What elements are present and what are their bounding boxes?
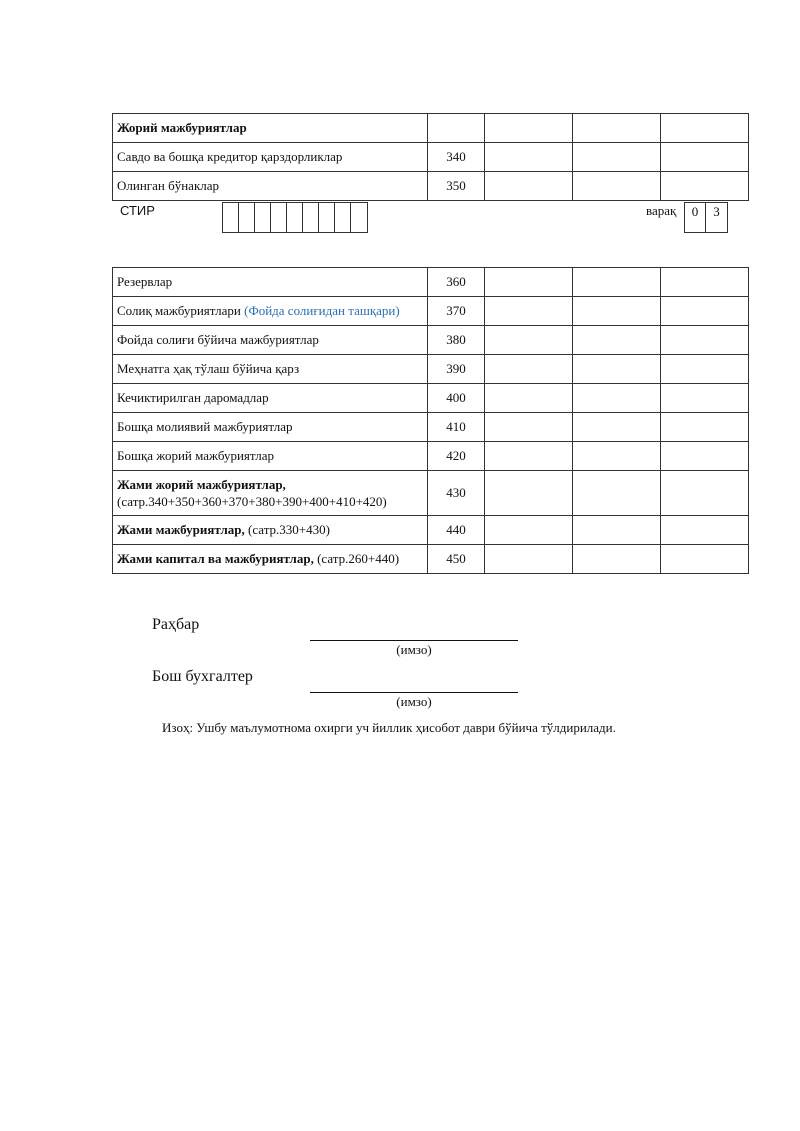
value-cell[interactable]: [661, 172, 749, 201]
row-code: 400: [428, 384, 485, 413]
table-row: [113, 268, 749, 297]
value-cell[interactable]: [485, 143, 573, 172]
stir-digit-box[interactable]: [255, 203, 271, 232]
table-row: [113, 355, 749, 384]
table-row: [113, 297, 749, 326]
row-code: 440: [428, 516, 485, 545]
row-label: Резервлар: [113, 268, 428, 297]
value-cell[interactable]: [573, 268, 661, 297]
accountant-signature-line[interactable]: [310, 692, 518, 693]
value-cell[interactable]: [485, 114, 573, 143]
value-cell[interactable]: [661, 326, 749, 355]
liabilities-table-top: [112, 113, 749, 201]
row-code: 360: [428, 268, 485, 297]
row-label: Меҳнатга ҳақ тўлаш бўйича қарз: [113, 355, 428, 384]
value-cell[interactable]: [573, 355, 661, 384]
table-row: [113, 442, 749, 471]
value-cell[interactable]: [573, 114, 661, 143]
row-label: Кечиктирилган даромадлар: [113, 384, 428, 413]
row-label: [113, 545, 428, 574]
row-label: [113, 516, 428, 545]
row-code: 340: [428, 143, 485, 172]
value-cell[interactable]: [485, 545, 573, 574]
row-code: 410: [428, 413, 485, 442]
sheet-digit: 0: [685, 203, 706, 232]
manager-signature-caption: (имзо): [396, 642, 432, 657]
value-cell[interactable]: [485, 516, 573, 545]
value-cell[interactable]: [661, 114, 749, 143]
footnote: Изоҳ: Ушбу маълумотнома охирги уч йиллик ҳисобот даври бўйича тўлдирилади.: [162, 720, 616, 735]
table-row: [113, 516, 749, 545]
stir-label: СТИР: [120, 203, 155, 218]
stir-digit-box[interactable]: [223, 203, 239, 232]
value-cell[interactable]: [573, 297, 661, 326]
value-cell[interactable]: [573, 516, 661, 545]
manager-title: Раҳбар: [152, 616, 200, 633]
row-label: Жорий мажбуриятлар: [113, 114, 428, 143]
value-cell[interactable]: [661, 268, 749, 297]
table-row: [113, 413, 749, 442]
value-cell[interactable]: [661, 442, 749, 471]
value-cell[interactable]: [661, 413, 749, 442]
stir-digit-box[interactable]: [319, 203, 335, 232]
row-label-bold: Жами жорий мажбуриятлар,: [117, 477, 286, 492]
stir-digit-box[interactable]: [351, 203, 367, 232]
value-cell[interactable]: [661, 297, 749, 326]
value-cell[interactable]: [661, 143, 749, 172]
value-cell[interactable]: [661, 355, 749, 384]
liabilities-table-main: [112, 267, 749, 574]
row-label: Фойда солиғи бўйича мажбуриятлар: [113, 326, 428, 355]
row-label: [113, 297, 428, 326]
row-label-note: (Фойда солиғидан ташқари): [244, 303, 400, 318]
row-label-formula: (сатр.260+440): [313, 551, 400, 566]
row-code: 420: [428, 442, 485, 471]
value-cell[interactable]: [573, 442, 661, 471]
value-cell[interactable]: [485, 384, 573, 413]
value-cell[interactable]: [485, 413, 573, 442]
row-label-bold: Жами мажбуриятлар,: [117, 522, 245, 537]
accountant-signature-caption: (имзо): [396, 694, 432, 709]
value-cell[interactable]: [573, 172, 661, 201]
value-cell[interactable]: [573, 413, 661, 442]
row-code: 450: [428, 545, 485, 574]
row-code: 370: [428, 297, 485, 326]
value-cell[interactable]: [573, 384, 661, 413]
table-row: [113, 114, 749, 143]
table-row: [113, 384, 749, 413]
stir-input-boxes[interactable]: [222, 202, 368, 233]
value-cell[interactable]: [661, 545, 749, 574]
value-cell[interactable]: [485, 471, 573, 516]
table-row: [113, 326, 749, 355]
row-code: 430: [428, 471, 485, 516]
value-cell[interactable]: [485, 326, 573, 355]
value-cell[interactable]: [485, 268, 573, 297]
row-label-text: Солиқ мажбуриятлари: [117, 303, 245, 318]
row-code: 350: [428, 172, 485, 201]
table-row: [113, 172, 749, 201]
accountant-title: Бош бухгалтер: [152, 668, 253, 685]
value-cell[interactable]: [661, 384, 749, 413]
sheet-digit: 3: [713, 204, 720, 219]
table-row: [113, 545, 749, 574]
sheet-label: варақ: [646, 203, 677, 218]
row-label: Савдо ва бошқа кредитор қарздорликлар: [113, 143, 428, 172]
row-label: Олинган бўнаклар: [113, 172, 428, 201]
row-code: 390: [428, 355, 485, 384]
value-cell[interactable]: [485, 355, 573, 384]
value-cell[interactable]: [573, 545, 661, 574]
stir-digit-box[interactable]: [335, 203, 351, 232]
row-label-formula: (сатр.340+350+360+370+380+390+400+410+420): [117, 494, 387, 509]
value-cell[interactable]: [485, 172, 573, 201]
row-code: [428, 114, 485, 143]
manager-signature-line[interactable]: [310, 640, 518, 641]
sheet-number-boxes: [684, 202, 728, 233]
table-row: [113, 471, 749, 516]
row-label: Бошқа жорий мажбуриятлар: [113, 442, 428, 471]
row-label: Бошқа молиявий мажбуриятлар: [113, 413, 428, 442]
stir-digit-box[interactable]: [239, 203, 255, 232]
row-label-formula: (сатр.330+430): [244, 522, 330, 537]
value-cell[interactable]: [485, 297, 573, 326]
value-cell[interactable]: [573, 471, 661, 516]
stir-digit-box[interactable]: [271, 203, 287, 232]
row-code: 380: [428, 326, 485, 355]
value-cell[interactable]: [573, 143, 661, 172]
stir-digit-box[interactable]: [287, 203, 303, 232]
table-row: [113, 143, 749, 172]
value-cell[interactable]: [661, 471, 749, 516]
row-label: [113, 471, 428, 516]
value-cell[interactable]: [485, 442, 573, 471]
stir-digit-box[interactable]: [303, 203, 319, 232]
row-label-bold: Жами капитал ва мажбуриятлар,: [117, 551, 314, 566]
value-cell[interactable]: [661, 516, 749, 545]
value-cell[interactable]: [573, 326, 661, 355]
